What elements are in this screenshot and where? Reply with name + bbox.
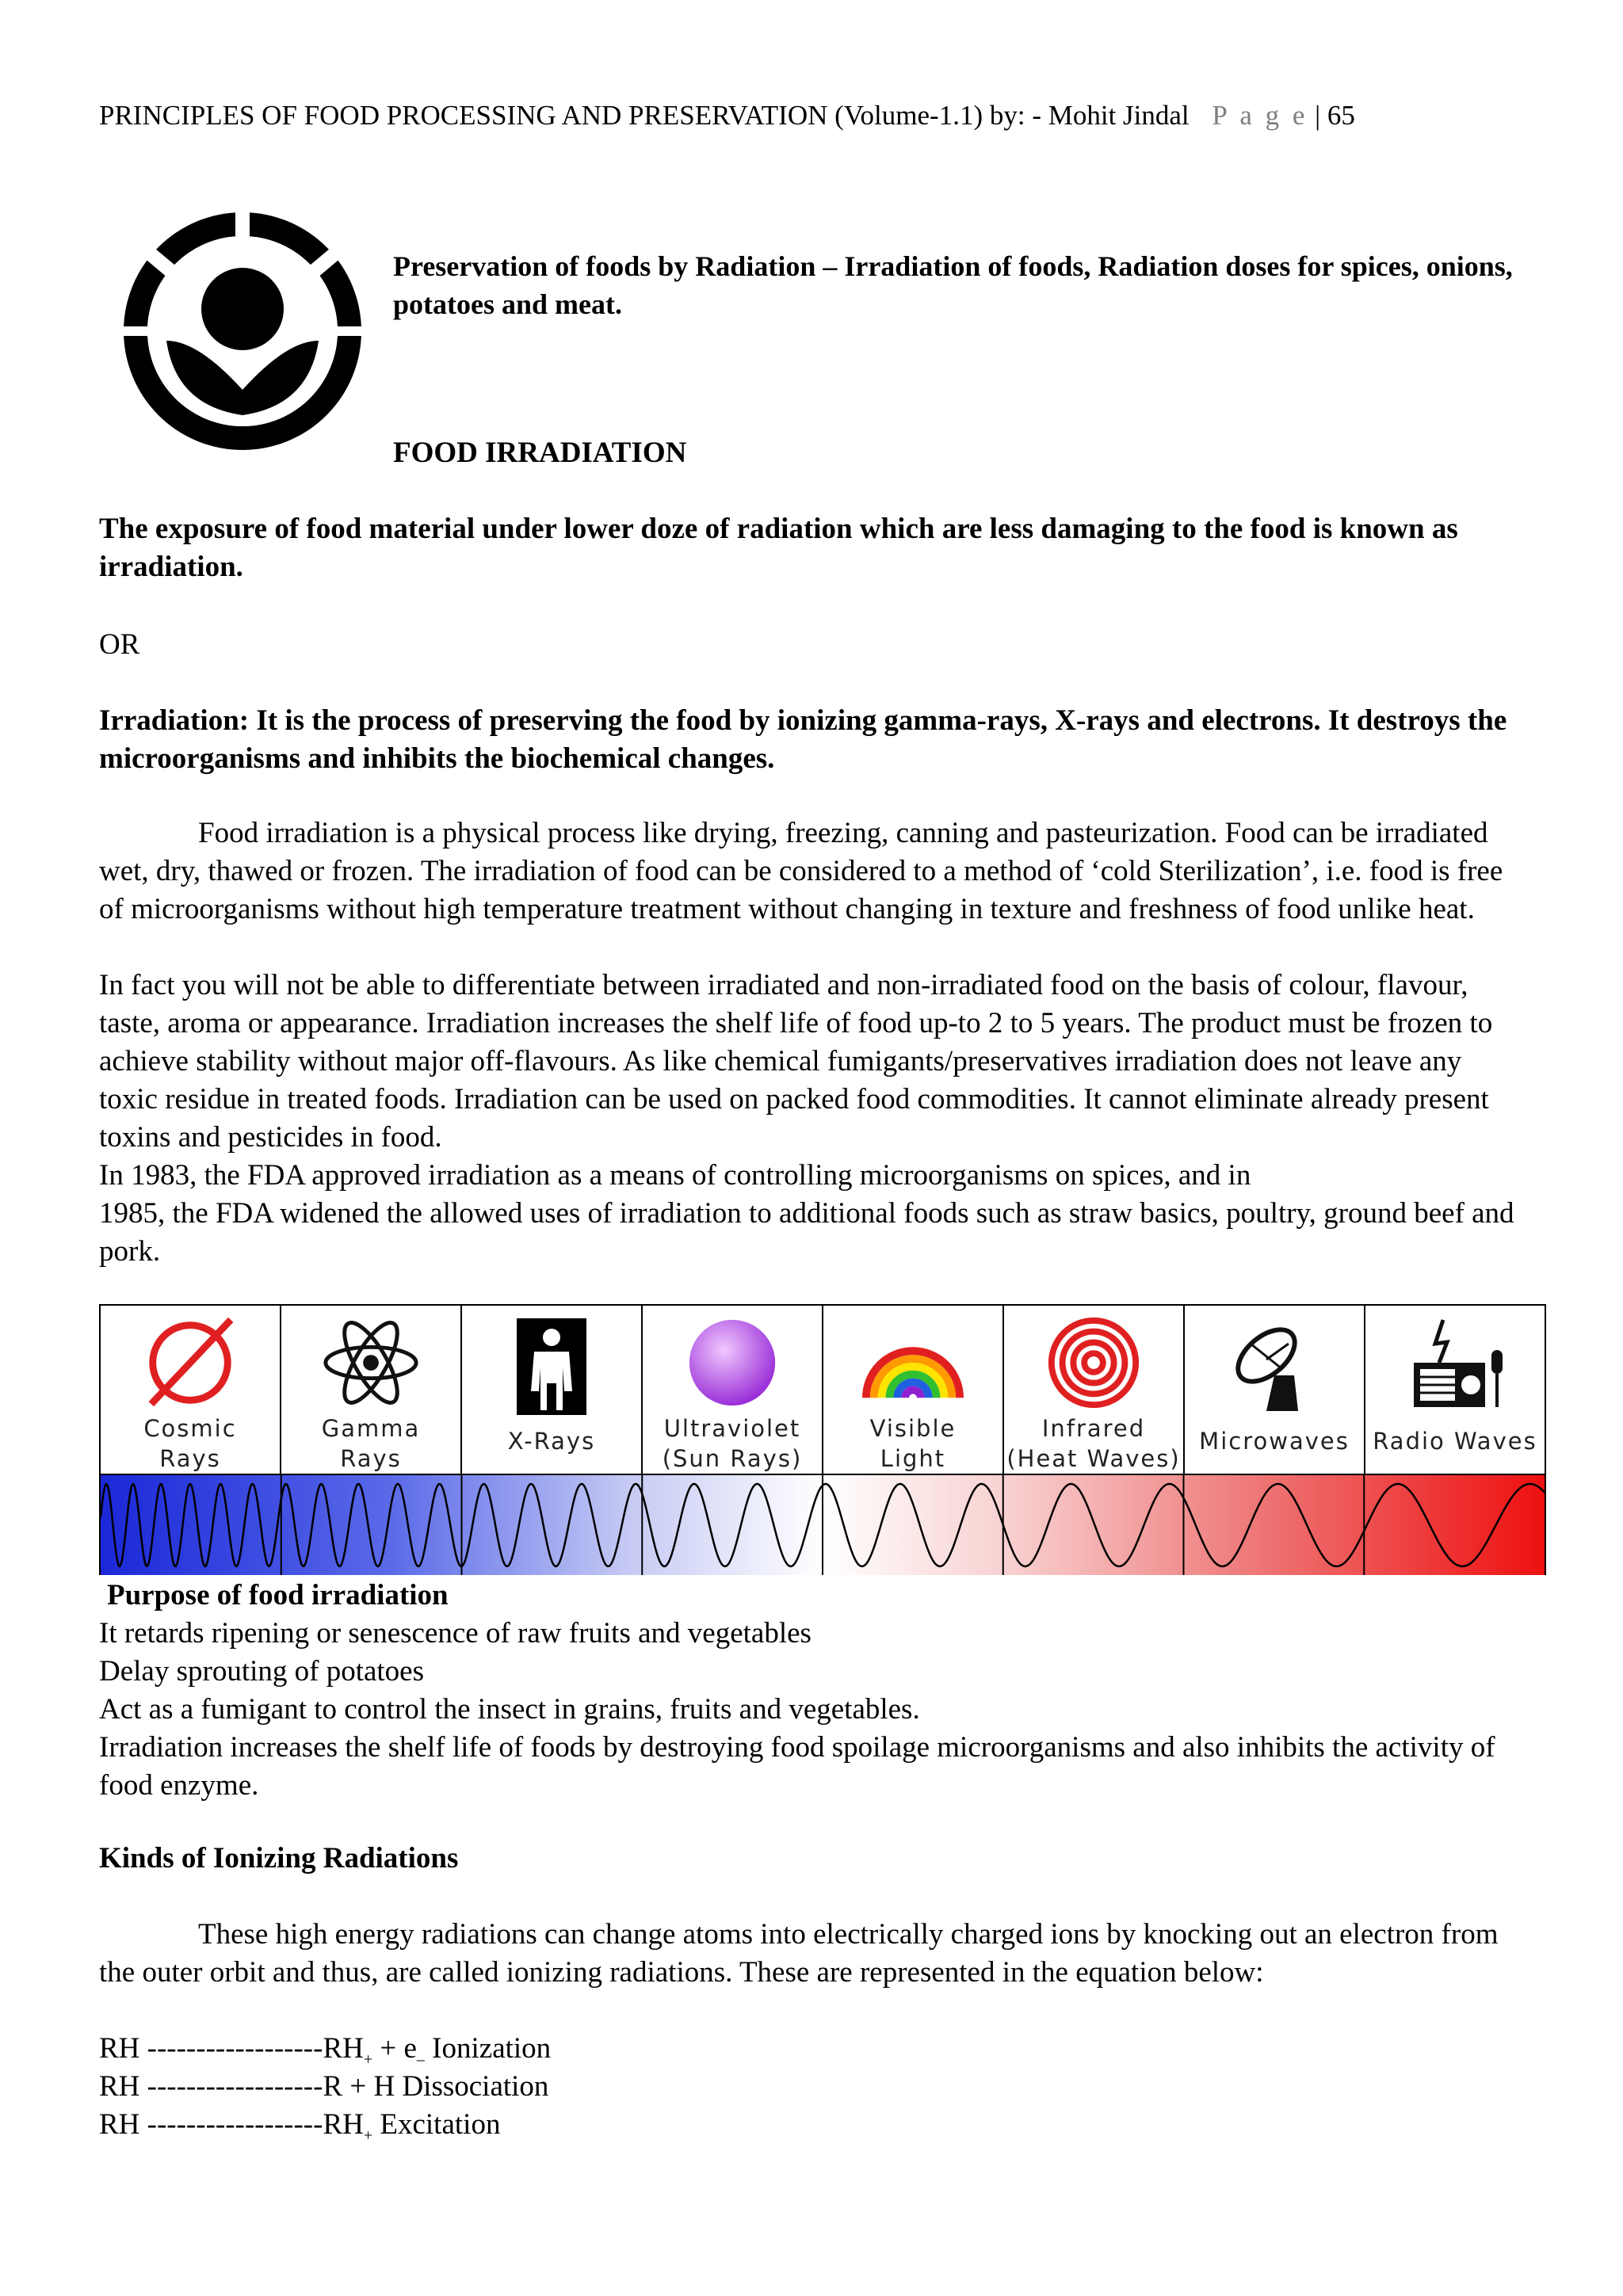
band-x-rays <box>462 1306 643 1474</box>
purpose-item-1: It retards ripening or senescence of raw fruits and vegetables <box>99 1617 812 1650</box>
paragraph-3b: 1985, the FDA widened the allowed uses of irradiation to additional foods such as straw basics, poultry, ground beef and pork. <box>99 1197 1514 1268</box>
band-gamma-rays <box>281 1306 462 1474</box>
band-ultraviolet <box>643 1306 823 1474</box>
radio-icon <box>1400 1312 1510 1415</box>
equation-lhs: RH ------------------ <box>99 2032 323 2065</box>
equation-subscript: – <box>416 2050 425 2069</box>
spectrum-wave <box>101 1475 1545 1575</box>
equation-excitation <box>99 2106 1526 2154</box>
equation-dissociation <box>99 2068 1526 2106</box>
equation-lhs: RH ------------------ <box>99 2108 323 2141</box>
satellite-dish-icon <box>1219 1312 1330 1415</box>
sun-sphere-icon <box>677 1312 788 1413</box>
paragraph-1: Food irradiation is a physical process like drying, freezing, canning and pasteurization. Food can be irradiated wet, dry, thawed or frozen. The irradiation of food can be considered to a method of ‘cold Sterilization’, i.e. food is free of microorganisms without high temperature treatment without changing in texture and freshness of food unlike heat. <box>99 817 1503 925</box>
equation-label: Excitation <box>372 2108 501 2141</box>
kinds-paragraph: These high energy radiations can change atoms into electrically charged ions by knocking out an electron from the outer orbit and thus, are called ionizing radiations. These are represented in the equation below: <box>99 1918 1499 1989</box>
band-label: Radio Waves <box>1373 1428 1537 1455</box>
equation-term: RH <box>323 2108 364 2141</box>
spectrum-bands <box>101 1306 1545 1475</box>
band-radio-waves <box>1365 1306 1545 1474</box>
purpose-heading: Purpose of food irradiation <box>107 1579 449 1611</box>
atom-icon <box>315 1312 426 1413</box>
spiral-heat-icon <box>1038 1312 1149 1413</box>
definition-2: Irradiation: It is the process of preserving the food by ionizing gamma-rays, X-rays and electrons. It destroys the microorganisms and inhibits the biochemical changes. <box>99 704 1507 775</box>
kinds-heading: Kinds of Ionizing Radiations <box>99 1842 459 1875</box>
planet-icon <box>135 1312 246 1413</box>
band-label: X-Rays <box>507 1428 596 1455</box>
page-number: | 65 <box>1315 100 1355 131</box>
band-label: Ultraviolet (Sun Rays) <box>662 1415 803 1472</box>
equation-label: R + H Dissociation <box>323 2070 549 2103</box>
equation-label: Ionization <box>424 2032 552 2065</box>
page-title: Preservation of foods by Radiation – Irradiation of foods, Radiation doses for spices, onions, potatoes and meat. <box>393 250 1513 320</box>
page-label: P a g e <box>1212 100 1308 131</box>
rainbow-icon <box>857 1312 968 1413</box>
band-label: Visible Light <box>869 1415 957 1472</box>
definition-1: The exposure of food material under lower doze of radiation which are less damaging to the food is known as irradiation. <box>99 513 1458 583</box>
equation-superscript: + <box>363 2126 373 2145</box>
xray-body-icon <box>496 1312 607 1415</box>
purpose-item-2: Delay sprouting of potatoes <box>99 1655 424 1688</box>
section-heading-food-irradiation: FOOD IRRADIATION <box>393 437 687 469</box>
paragraph-2: In fact you will not be able to differentiate between irradiated and non-irradiated food on the basis of colour, flavour, taste, aroma or appearance. Irradiation increases the shelf life of food up-to 2 to 5 years. The product must be frozen to achieve stability without major off-flavours. As like chemical fumigants/preservatives irradiation does not leave any toxic residue in treated foods. Irradiation can be used on packed food commodities. It cannot eliminate already present toxins and pesticides in food. <box>99 969 1493 1154</box>
band-cosmic-rays <box>101 1306 281 1474</box>
band-microwaves <box>1185 1306 1365 1474</box>
running-header <box>99 100 1355 132</box>
band-label: Gamma Rays <box>321 1415 421 1472</box>
electromagnetic-spectrum-figure <box>99 1304 1546 1575</box>
or-text: OR <box>99 628 140 661</box>
band-visible-light <box>823 1306 1004 1474</box>
band-label: Infrared (Heat Waves) <box>1006 1415 1181 1472</box>
radura-icon <box>119 208 366 455</box>
purpose-item-4: Irradiation increases the shelf life of foods by destroying food spoilage microorganisms and also inhibits the activity of food enzyme. <box>99 1731 1495 1802</box>
equation-superscript: + <box>363 2050 373 2069</box>
paragraph-3a: In 1983, the FDA approved irradiation as a means of controlling microorganisms on spices, and in <box>99 1159 1251 1192</box>
equation-lhs: RH ------------------ <box>99 2070 323 2103</box>
purpose-item-3: Act as a fumigant to control the insect in grains, fruits and vegetables. <box>99 1693 920 1726</box>
band-label: Cosmic Rays <box>143 1415 237 1472</box>
band-label: Microwaves <box>1199 1428 1350 1455</box>
band-infrared <box>1004 1306 1185 1474</box>
equation-term: + e <box>372 2032 417 2065</box>
header-text: PRINCIPLES OF FOOD PROCESSING AND PRESERVATION (Volume-1.1) by: - Mohit Jindal <box>99 100 1190 131</box>
equation-term: RH <box>323 2032 364 2065</box>
